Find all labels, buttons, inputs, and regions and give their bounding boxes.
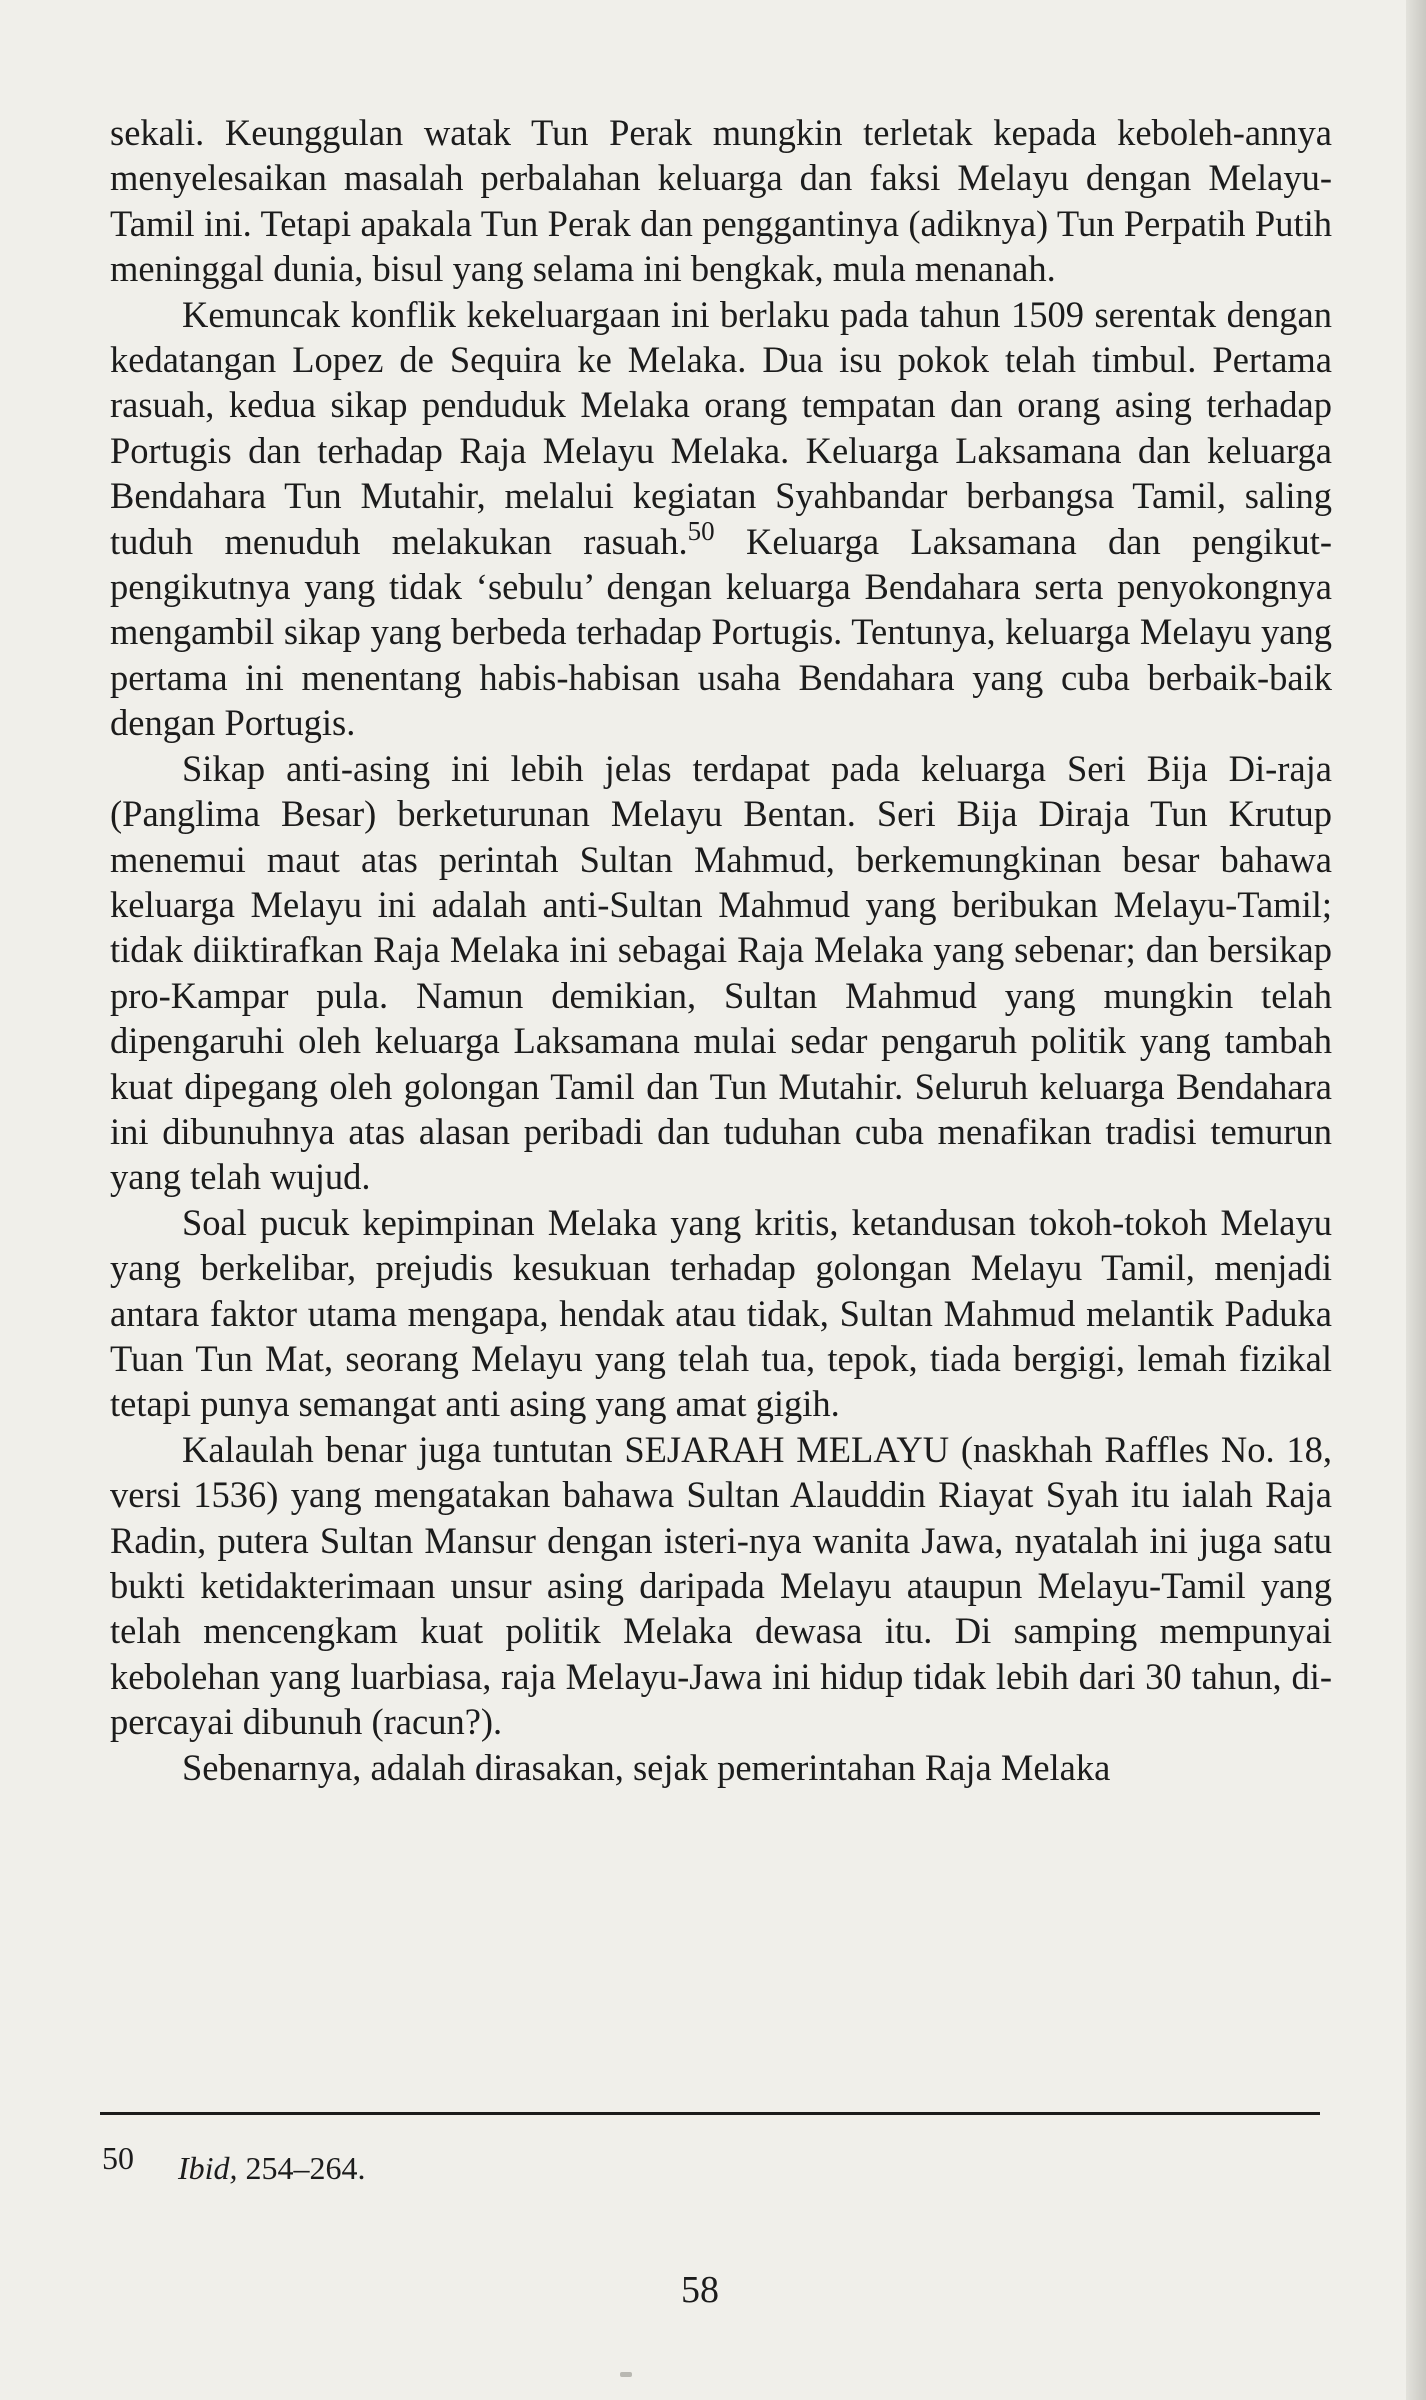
paragraph-text: Sikap anti-asing ini lebih jelas terdapat pada keluarga Seri Bija Di-raja (Panglima Besar) berketurunan Melayu Bentan. Seri Bija Diraja Tun Krutup menemui maut atas perintah Sultan Mahmud, berkemungkinan besar bahawa keluarga Melayu ini adalah anti-Sultan Mahmud yang beribukan Melayu-Tamil; tidak diiktirafkan Raja Melaka ini sebagai Raja Melaka yang sebenar; dan bersikap pro-Kampar pula. Namun demikian, Sultan Mahmud yang mungkin telah dipengaruhi oleh keluarga Laksamana mulai sedar pengaruh politik yang tambah kuat dipegang oleh golongan Tamil dan Tun Mutahir. Seluruh keluarga Bendahara ini dibunuhnya atas alasan peribadi dan tuduhan cuba menafikan tradisi temurun yang telah wujud.: [110, 747, 1332, 1198]
footnote-source: Ibid,: [178, 2150, 238, 2186]
paragraph-text: sekali. Keunggulan watak Tun Perak mungkin terletak kepada keboleh-annya menyelesaikan masalah perbalahan keluarga dan faksi Melayu dengan Melayu-Tamil ini. Tetapi apakala Tun Perak dan penggantinya (adiknya) Tun Perpatih Putih meninggal dunia, bisul yang selama ini bengkak, mula menanah.: [110, 112, 1332, 290]
paragraph: [110, 110, 1332, 292]
paragraph-text: Keluarga Laksamana dan pengikut-pengikutnya yang tidak ‘sebulu’ dengan keluarga Bendahara serta penyokongnya mengambil sikap yang berbeda terhadap Portugis. Tentunya, keluarga Melayu yang pertama ini menentang habis-habisan usaha Bendahara yang cuba berbaik-baik dengan Portugis.: [110, 520, 1332, 744]
paragraph: [110, 746, 1332, 1200]
footnote-text: [178, 2150, 366, 2187]
paragraph-text: Soal pucuk kepimpinan Melaka yang kritis, ketandusan tokoh-tokoh Melayu yang berkelibar, prejudis kesukuan terhadap golongan Melayu Tamil, menjadi antara faktor utama mengapa, hendak atau tidak, Sultan Mahmud melantik Paduka Tuan Tun Mat, seorang Melayu yang telah tua, tepok, tiada bergigi, lemah fizikal tetapi punya semangat anti asing yang amat gigih.: [110, 1201, 1332, 1425]
paragraph: [110, 1427, 1332, 1745]
paragraph-text: Kalaulah benar juga tuntutan SEJARAH MELAYU (naskhah Raffles No. 18, versi 1536) yang mengatakan bahawa Sultan Alauddin Riayat Syah itu ialah Raja Radin, putera Sultan Mansur dengan isteri-nya wanita Jawa, nyatalah ini juga satu bukti ketidakterimaan unsur asing daripada Melayu ataupun Melayu-Tamil yang telah mencengkam kuat politik Melaka dewasa itu. Di samping mempunyai kebolehan yang luarbiasa, raja Melayu-Jawa ini hidup tidak lebih dari 30 tahun, di-percayai dibunuh (racun?).: [110, 1428, 1332, 1743]
paragraph: [110, 1200, 1332, 1427]
scan-speck: [620, 2372, 632, 2377]
page-edge: [1406, 0, 1426, 2400]
footnote: [102, 2140, 1302, 2190]
paragraph-text: Sebenarnya, adalah dirasakan, sejak pemerintahan Raja Melaka: [182, 1746, 1111, 1788]
paragraph: [110, 1745, 1332, 1790]
footnote-reference: 50: [687, 515, 715, 546]
footnote-divider: [100, 2112, 1320, 2115]
footnote-number: 50: [102, 2140, 134, 2176]
page-number: 58: [681, 2269, 719, 2311]
paragraph: [110, 292, 1332, 746]
body-text: [110, 110, 1332, 1790]
paragraph-text: Kemuncak konflik kekeluargaan ini berlaku pada tahun 1509 serentak dengan kedatangan Lopez de Sequira ke Melaka. Dua isu pokok telah timbul. Pertama rasuah, kedua sikap penduduk Melaka orang tempatan dan orang asing terhadap Portugis dan terhadap Raja Melayu Melaka. Keluarga Laksamana dan keluarga Bendahara Tun Mutahir, melalui kegiatan Syahbandar berbangsa Tamil, saling tuduh menuduh melakukan rasuah.: [110, 293, 1332, 562]
footnote-pages: 254–264.: [237, 2150, 366, 2186]
